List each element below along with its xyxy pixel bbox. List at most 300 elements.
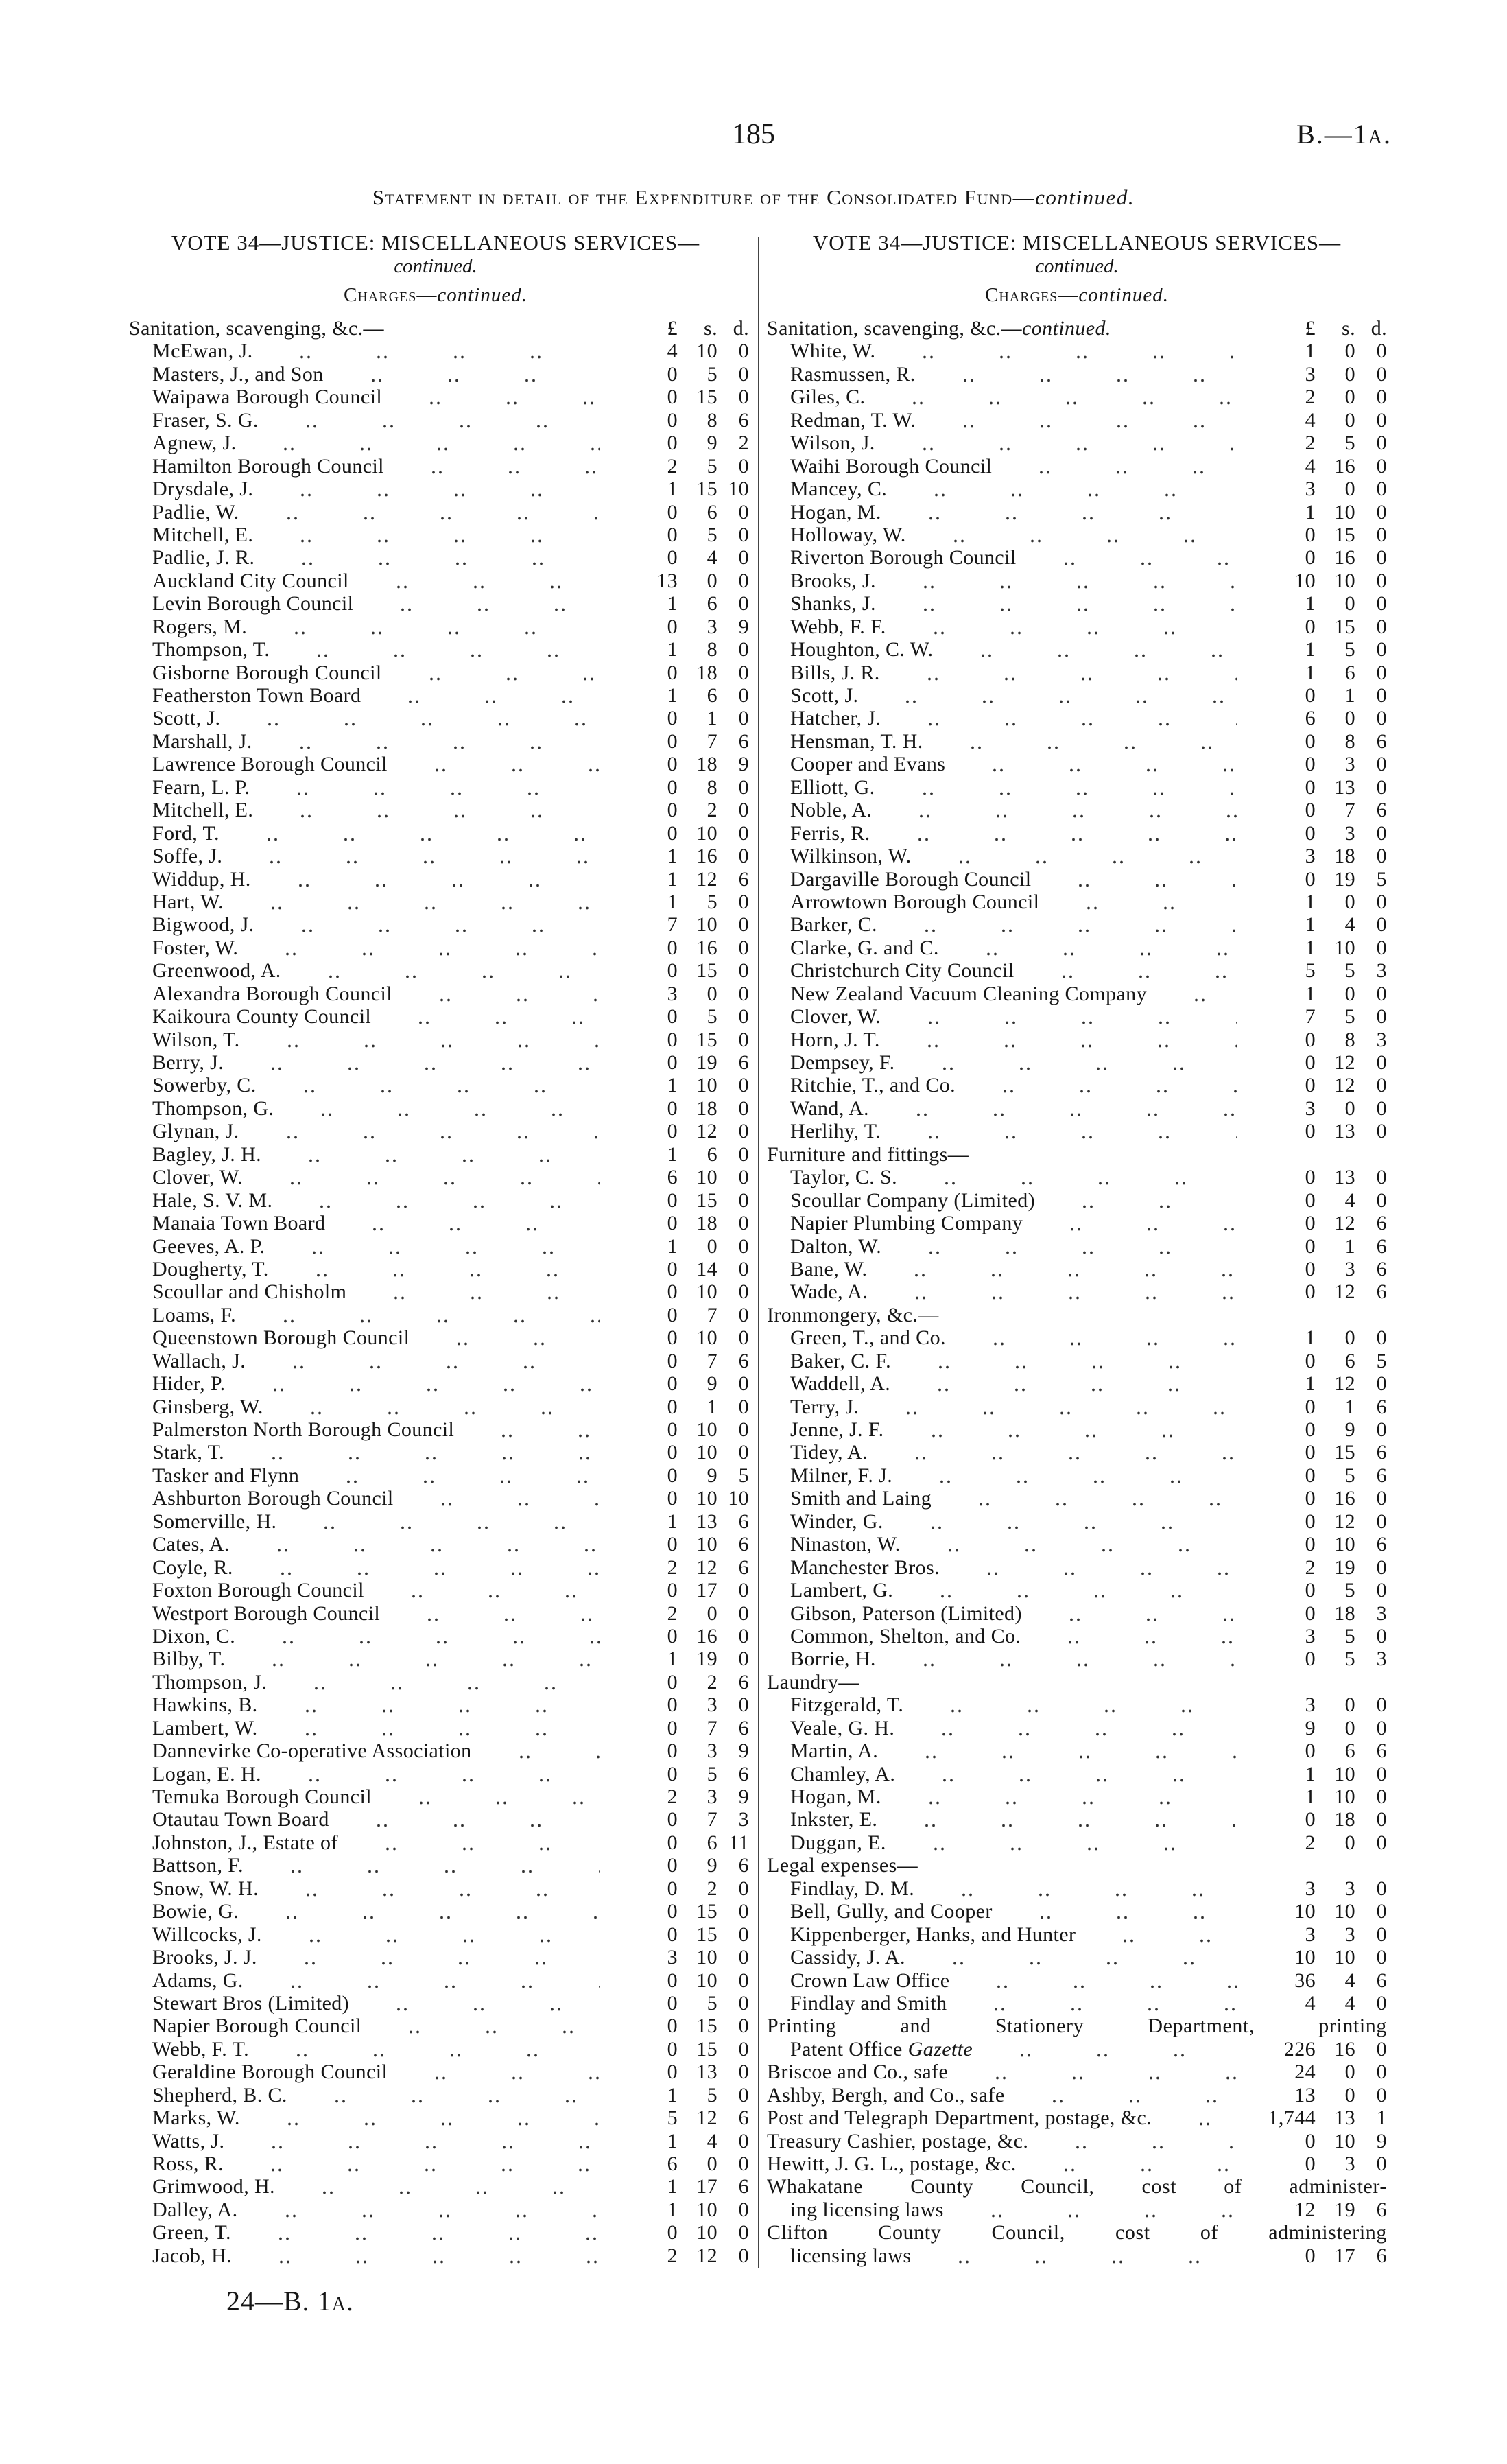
- payee-text: Dalton, W.: [790, 1234, 882, 1258]
- payee-text: Terry, J.: [790, 1395, 859, 1418]
- payee-name: [767, 1831, 886, 1854]
- spacer: [384, 317, 606, 340]
- payee-name: [767, 1189, 1035, 1212]
- dot-leader: [882, 432, 1237, 454]
- dot-leader: [272, 1235, 600, 1258]
- payee-text: Stewart Bros (Limited): [152, 1991, 350, 2015]
- dot-leader: [353, 1280, 600, 1303]
- pence: 0: [1376, 1418, 1387, 1441]
- payee-name: [129, 524, 253, 546]
- expenditure-row: [129, 340, 749, 362]
- category-heading: [767, 2175, 1387, 2198]
- shillings: 13: [696, 1510, 717, 1533]
- expenditure-row: [767, 638, 1387, 661]
- dot-leader: [258, 868, 600, 891]
- expenditure-row: [129, 1326, 749, 1349]
- shillings: 5: [707, 2083, 717, 2107]
- pounds: 2: [667, 1785, 678, 1808]
- expenditure-row: [129, 1258, 749, 1280]
- payee-name: [767, 1602, 1022, 1625]
- dot-leader: [245, 937, 600, 959]
- payee-text: Veale, G. H.: [790, 1716, 895, 1739]
- payee-name: [767, 2244, 911, 2267]
- payee-name: [767, 799, 872, 821]
- pounds: 0: [1305, 1601, 1316, 1625]
- payee-text: Thompson, J.: [152, 1670, 268, 1693]
- pence: 6: [1376, 799, 1387, 822]
- expenditure-row: [129, 615, 749, 638]
- pounds: 3: [667, 1946, 678, 1969]
- payee-name: [129, 1235, 265, 1258]
- payee-text: Baker, C. F.: [790, 1349, 892, 1372]
- payee-name: [767, 959, 1014, 982]
- payee-text: Scott, J.: [152, 707, 221, 730]
- shillings: 10: [696, 1441, 717, 1464]
- payee-text: Shanks, J.: [790, 592, 876, 615]
- payee-name: [129, 2198, 238, 2221]
- pounds: 3: [667, 982, 678, 1005]
- dot-leader: [1023, 546, 1237, 569]
- shillings: 2: [707, 799, 717, 822]
- payee-name: [129, 1372, 226, 1395]
- pence: 6: [738, 2175, 749, 2198]
- pounds: 0: [667, 386, 678, 409]
- pounds: 1: [667, 2129, 678, 2152]
- pounds: 0: [667, 1051, 678, 1074]
- pence: 0: [738, 661, 749, 684]
- pence: 3: [1376, 959, 1387, 983]
- shillings: 0: [1344, 408, 1355, 432]
- pounds: 0: [1305, 1808, 1316, 1831]
- shillings: 10: [696, 1166, 717, 1189]
- dot-leader: [394, 753, 600, 775]
- shillings: 3: [707, 615, 717, 638]
- payee-name: [129, 1029, 240, 1051]
- payee-name: [767, 753, 945, 775]
- dot-leader: [891, 1418, 1237, 1441]
- expenditure-row: [767, 1763, 1387, 1785]
- expenditure-row: [129, 684, 749, 707]
- payee-text: Tasker and Flynn: [152, 1464, 300, 1487]
- pence: 6: [738, 867, 749, 891]
- dot-leader: [227, 707, 600, 729]
- pounds: 0: [667, 1441, 678, 1464]
- payee-text: Noble, A.: [790, 799, 873, 822]
- payee-text: Temuka Borough Council: [152, 1785, 372, 1808]
- dot-leader: [331, 363, 600, 386]
- dot-leader: [1154, 983, 1237, 1005]
- dot-leader: [890, 1510, 1237, 1533]
- dot-leader: [246, 501, 600, 524]
- shillings: 13: [696, 2061, 717, 2084]
- payee-name: [767, 1166, 897, 1188]
- pounds: 0: [1305, 1395, 1316, 1418]
- pence: 0: [738, 845, 749, 868]
- expenditure-row: [129, 1877, 749, 1900]
- pence: 0: [738, 2015, 749, 2038]
- payee-text: Kaikoura County Council: [152, 1005, 372, 1029]
- expenditure-row: [767, 1717, 1387, 1739]
- pence: d.: [1370, 317, 1387, 340]
- payee-text: Wallach, J.: [152, 1349, 246, 1372]
- payee-text: Martin, A.: [790, 1739, 879, 1763]
- payee-text: licensing laws: [790, 2244, 912, 2267]
- dot-leader: [1035, 2130, 1237, 2152]
- payee-text: Padlie, J. R.: [152, 546, 255, 570]
- payee-text: Gibson, Paterson (Limited): [790, 1601, 1022, 1625]
- expenditure-row: [767, 1739, 1387, 1762]
- pounds: 0: [667, 821, 678, 845]
- expenditure-row: [129, 1120, 749, 1142]
- payee-text: Winder, G.: [790, 1510, 883, 1533]
- expenditure-row: [767, 959, 1387, 982]
- payee-name: [767, 707, 881, 729]
- pence: 0: [738, 1303, 749, 1326]
- payee-text: Geeves, A. P.: [152, 1234, 265, 1258]
- pence: 6: [738, 729, 749, 753]
- payee-text: Holloway, W.: [790, 523, 906, 546]
- dot-leader: [240, 1556, 600, 1579]
- shillings: 3: [1344, 1257, 1355, 1280]
- pounds: 0: [667, 1372, 678, 1396]
- dot-leader: [882, 340, 1237, 362]
- pounds: 1: [667, 684, 678, 707]
- dot-leader: [1159, 2107, 1237, 2129]
- payee-name: [129, 1120, 239, 1142]
- payee-text: Fearn, L. P.: [152, 775, 250, 799]
- pence: 0: [738, 340, 749, 363]
- pence: 0: [1376, 1096, 1387, 1120]
- pence: 6: [1376, 1464, 1387, 1487]
- pounds: 0: [667, 1533, 678, 1556]
- payee-name: [767, 1029, 880, 1051]
- category-label: Laundry—: [767, 1670, 859, 1693]
- pounds: 0: [667, 1693, 678, 1717]
- pounds: 6: [1305, 707, 1316, 730]
- shillings: 6: [1344, 1349, 1355, 1372]
- payee-name: [767, 1946, 905, 1969]
- payee-text: Christchurch City Council: [790, 959, 1014, 983]
- pounds: 5: [667, 2107, 678, 2130]
- payee-text: Agnew, J.: [152, 432, 237, 455]
- shillings: 8: [707, 775, 717, 799]
- shillings: 10: [1334, 1900, 1355, 1923]
- pounds: 2: [1305, 386, 1316, 409]
- payee-text: McEwan, J.: [152, 340, 253, 363]
- expenditure-row: [129, 638, 749, 661]
- payee-name: [767, 1533, 901, 1556]
- pence: 9: [738, 615, 749, 638]
- expenditure-row: [767, 1189, 1387, 1212]
- payee-name: [129, 1166, 243, 1188]
- expenditure-row: [767, 1326, 1387, 1349]
- shillings: 6: [707, 1831, 717, 1854]
- payee-text: Kippenberger, Hanks, and Hunter: [790, 1923, 1076, 1946]
- pounds: 0: [667, 2037, 678, 2061]
- dot-leader: [885, 1739, 1237, 1762]
- pounds: 0: [667, 1188, 678, 1212]
- pounds: 0: [667, 959, 678, 983]
- payee-name: [767, 1923, 1076, 1946]
- dot-leader: [268, 1763, 600, 1785]
- dot-leader: [953, 1992, 1237, 2015]
- pence: 0: [738, 1120, 749, 1143]
- expenditure-row: [767, 845, 1387, 867]
- dot-leader: [265, 409, 600, 432]
- dot-leader: [461, 1418, 600, 1441]
- payee-text: Cates, A.: [152, 1533, 230, 1556]
- expenditure-row: [129, 845, 749, 867]
- payee-name: [129, 1647, 225, 1670]
- dot-leader: [229, 845, 600, 867]
- pence: 0: [738, 1601, 749, 1625]
- payee-text: Fitzgerald, T.: [790, 1693, 904, 1717]
- right-column: [767, 317, 1387, 2267]
- pence: 10: [728, 1487, 749, 1510]
- expenditure-row: [129, 409, 749, 432]
- dot-leader: [360, 592, 600, 615]
- expenditure-row: [767, 1372, 1387, 1395]
- dot-leader: [874, 1258, 1237, 1280]
- shillings: 10: [1334, 1533, 1355, 1556]
- payee-name: [767, 478, 887, 500]
- payee-text: Elliott, G.: [790, 775, 875, 799]
- shillings: 16: [696, 845, 717, 868]
- pence: 3: [1376, 1601, 1387, 1625]
- expenditure-row: [767, 1533, 1387, 1556]
- dot-leader: [910, 1693, 1237, 1716]
- payee-text: Greenwood, A.: [152, 959, 281, 983]
- payee-name: [767, 1326, 946, 1349]
- pence: 0: [738, 936, 749, 959]
- shillings: 15: [696, 478, 717, 501]
- pence: 0: [1376, 821, 1387, 845]
- payee-name: [767, 2061, 948, 2083]
- pounds: 0: [1305, 1074, 1316, 1097]
- section-heading-text: Sanitation, scavenging, &c.—: [767, 317, 1022, 340]
- payee-text: Shepherd, B. C.: [152, 2083, 287, 2107]
- payee-text: Grimwood, H.: [152, 2175, 275, 2198]
- payee-text: Logan, E. H.: [152, 1762, 261, 1785]
- pence: 0: [1376, 1051, 1387, 1074]
- payee-name: [129, 1969, 244, 1992]
- payee-text: Drysdale, J.: [152, 478, 254, 501]
- pounds: 0: [1305, 1280, 1316, 1304]
- shillings: 3: [1344, 1877, 1355, 1900]
- pence: 0: [1376, 1991, 1387, 2015]
- dot-leader: [416, 1326, 600, 1349]
- pence: 0: [738, 1372, 749, 1396]
- pence: 0: [1376, 1188, 1387, 1212]
- payee-text: Hamilton Borough Council: [152, 454, 384, 478]
- pounds: 0: [667, 432, 678, 455]
- pounds: 3: [1305, 1096, 1316, 1120]
- shillings: 10: [1334, 569, 1355, 592]
- pounds: 0: [667, 936, 678, 959]
- payee-name: [767, 1510, 883, 1533]
- shillings: 3: [1344, 753, 1355, 776]
- expenditure-row: [767, 1120, 1387, 1142]
- payee-text: Dixon, C.: [152, 1624, 236, 1647]
- dot-leader: [888, 1235, 1237, 1258]
- dot-leader: [261, 546, 600, 569]
- shillings: 15: [696, 2015, 717, 2038]
- payee-text: Rogers, M.: [152, 615, 248, 638]
- payee-text: Watts, J.: [152, 2129, 225, 2152]
- expenditure-row: [129, 2038, 749, 2061]
- payee-text: Crown Law Office: [790, 1969, 950, 1992]
- shillings: 10: [696, 821, 717, 845]
- pounds: 2: [1305, 1831, 1316, 1854]
- pence: 0: [1376, 1716, 1387, 1739]
- pounds: 2: [667, 454, 678, 478]
- dot-leader: [940, 638, 1237, 661]
- payee-name: [129, 1579, 364, 1601]
- pounds: 24: [1294, 2061, 1316, 2084]
- payee-italic: Gazette: [907, 2037, 973, 2061]
- expenditure-row: [767, 1235, 1387, 1258]
- payee-name: [129, 1923, 262, 1946]
- shillings: 17: [1334, 2244, 1355, 2267]
- pounds: 0: [1305, 1212, 1316, 1235]
- pounds: 0: [1305, 821, 1316, 845]
- expenditure-row: [767, 1785, 1387, 1808]
- pence: 6: [1376, 1257, 1387, 1280]
- payee-text: Scoullar and Chisholm: [152, 1280, 347, 1304]
- expenditure-row: [767, 363, 1387, 386]
- pounds: 0: [667, 1808, 678, 1831]
- expenditure-row: [129, 1647, 749, 1670]
- pounds: 1: [667, 478, 678, 501]
- shillings: 2: [707, 1877, 717, 1900]
- payee-name: [767, 1372, 890, 1395]
- pence: 6: [1376, 1234, 1387, 1258]
- payee-name: [129, 455, 384, 478]
- payee-text: Alexandra Borough Council: [152, 982, 392, 1005]
- shillings: 6: [707, 1142, 717, 1166]
- section-heading-row: [767, 317, 1387, 340]
- pence: 0: [1376, 2037, 1387, 2061]
- expenditure-row: [129, 1831, 749, 1854]
- payee-name: [767, 868, 1031, 891]
- shillings: 19: [1334, 2198, 1355, 2221]
- payee-text: New Zealand Vacuum Cleaning Company: [790, 982, 1147, 1005]
- shillings: 5: [707, 454, 717, 478]
- payee-text: Gisborne Borough Council: [152, 661, 382, 684]
- payee-name: [767, 1097, 869, 1120]
- payee-name: [767, 1350, 891, 1372]
- payee-name: [129, 478, 253, 500]
- pounds: 0: [667, 1624, 678, 1647]
- dot-leader: [226, 822, 600, 845]
- payee-text: Queenstown Borough Council: [152, 1326, 410, 1350]
- payee-text: Glynan, J.: [152, 1120, 239, 1143]
- dot-leader: [288, 959, 600, 982]
- pounds: 0: [667, 1303, 678, 1326]
- pence: 0: [738, 1005, 749, 1029]
- payee-name: [767, 661, 880, 684]
- shillings: 2: [707, 1670, 717, 1693]
- shillings: 18: [1334, 1601, 1355, 1625]
- payee-name: [129, 753, 388, 775]
- shillings: 10: [696, 2221, 717, 2244]
- pence: 0: [1376, 569, 1387, 592]
- category-heading: [767, 1143, 1387, 1166]
- payee-name: [767, 1647, 876, 1670]
- payee-text: Widdup, H.: [152, 867, 251, 891]
- expenditure-row: [129, 1051, 749, 1074]
- dot-leader: [399, 983, 600, 1005]
- expenditure-row: [129, 1396, 749, 1418]
- pence: 1: [1376, 2107, 1387, 2130]
- pence: 0: [738, 1280, 749, 1304]
- expenditure-row: [767, 1969, 1387, 1992]
- payee-name: [767, 1625, 1021, 1647]
- pounds: 0: [1305, 1464, 1316, 1487]
- expenditure-row: [767, 1166, 1387, 1188]
- expenditure-row: [129, 1602, 749, 1625]
- dot-leader: [261, 913, 600, 936]
- payee-text: Brooks, J. J.: [152, 1946, 257, 1969]
- shillings: 6: [707, 500, 717, 524]
- pounds: 0: [1305, 775, 1316, 799]
- expenditure-row: [767, 592, 1387, 615]
- shillings: s.: [704, 317, 717, 340]
- shillings: 8: [1344, 1028, 1355, 1051]
- pounds: 1: [667, 1142, 678, 1166]
- payee-text: Ferris, R.: [790, 821, 870, 845]
- pence: 0: [1376, 546, 1387, 570]
- payee-text: Wade, A.: [790, 1280, 868, 1304]
- dot-leader: [1023, 2152, 1237, 2175]
- expenditure-row: [129, 959, 749, 982]
- shillings: 12: [1334, 1280, 1355, 1304]
- pence: 6: [738, 1762, 749, 1785]
- expenditure-row: [767, 1029, 1387, 1051]
- shillings: 10: [696, 1074, 717, 1097]
- pence: 0: [1376, 2152, 1387, 2175]
- category-label: Printing and Stationery Department, printing: [767, 2015, 1387, 2038]
- dot-leader: [281, 1097, 600, 1120]
- pence: 0: [1376, 2061, 1387, 2084]
- payee-name: [767, 386, 865, 408]
- payee-text: Napier Plumbing Company: [790, 1212, 1023, 1235]
- expenditure-row: [767, 799, 1387, 821]
- dot-leader: [1082, 1923, 1237, 1946]
- shillings: s.: [1342, 317, 1355, 340]
- section-heading: [767, 317, 1111, 340]
- pence: 0: [1376, 523, 1387, 546]
- expenditure-row: [767, 2244, 1387, 2267]
- expenditure-row: [129, 868, 749, 891]
- dot-leader: [231, 1441, 600, 1464]
- shillings: 0: [1344, 592, 1355, 615]
- expenditure-row: [129, 707, 749, 729]
- expenditure-row: [767, 2198, 1387, 2221]
- dot-leader: [252, 1350, 600, 1372]
- shillings: 10: [1334, 500, 1355, 524]
- pence: 0: [1376, 2083, 1387, 2107]
- expenditure-row: [129, 1763, 749, 1785]
- pounds: 36: [1294, 1969, 1316, 1992]
- dot-leader: [268, 1143, 600, 1166]
- expenditure-row: [129, 1212, 749, 1234]
- payee-text: Houghton, C. W.: [790, 638, 934, 661]
- payee-name: [129, 2107, 240, 2129]
- payee-name: [767, 1717, 894, 1739]
- pence: 0: [1376, 1762, 1387, 1785]
- dot-leader: [865, 684, 1237, 707]
